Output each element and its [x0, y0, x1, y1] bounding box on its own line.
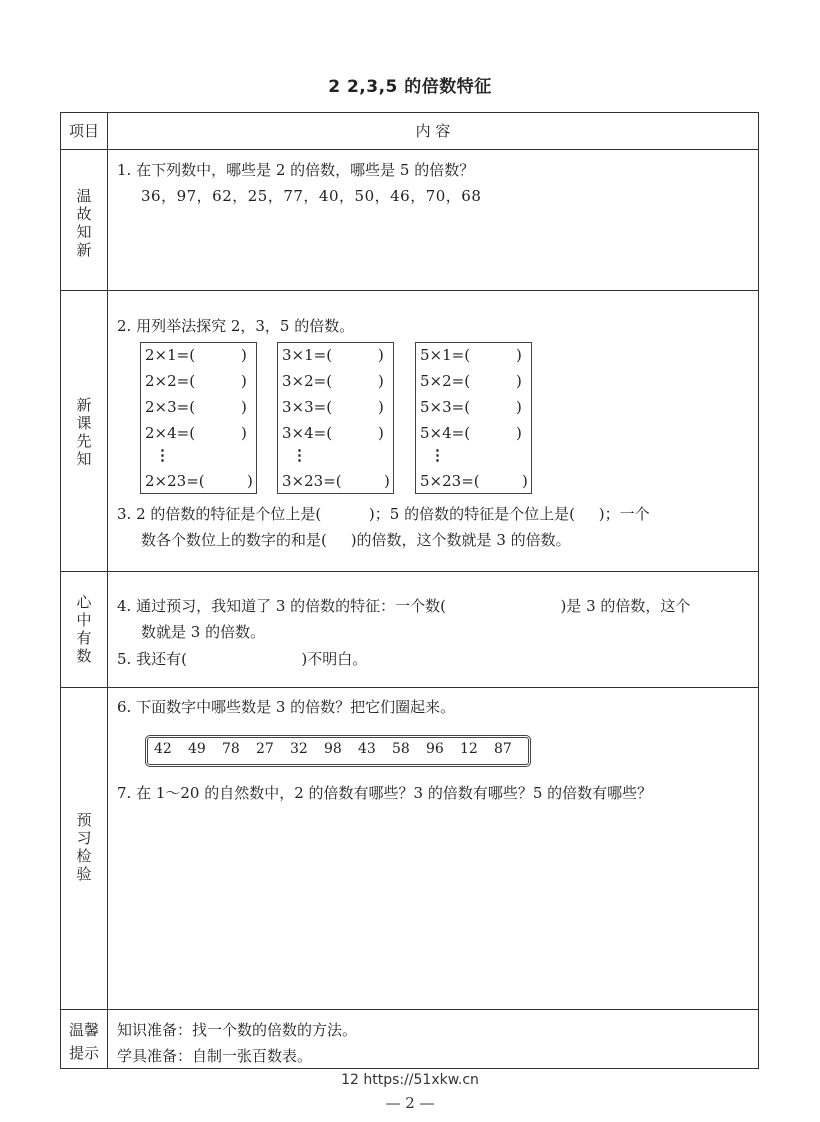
question-2: 2. 用列举法探究 2，3，5 的倍数。: [117, 317, 355, 335]
row-divider: [61, 290, 758, 291]
number-item[interactable]: 87: [494, 741, 512, 757]
vertical-ellipsis: ⋮: [430, 446, 445, 464]
multiple-row: 2×23=( ): [145, 472, 253, 490]
section-label-new: 新 课 先 知: [76, 396, 92, 468]
header-item-label: 项目: [68, 122, 99, 140]
multiple-row: 5×3=( ): [420, 398, 522, 416]
number-item[interactable]: 98: [324, 741, 342, 757]
number-item[interactable]: 32: [290, 741, 308, 757]
multiple-row: 3×4=( ): [282, 424, 384, 442]
number-item[interactable]: 42: [154, 741, 172, 757]
section-label-tips: 温馨 提示: [68, 1021, 99, 1062]
multiple-row: 3×3=( ): [282, 398, 384, 416]
number-band: [145, 735, 531, 767]
multiple-row: 5×2=( ): [420, 372, 522, 390]
section-label-mind: 心 中 有 数: [76, 593, 92, 665]
number-item[interactable]: 58: [392, 741, 410, 757]
vertical-ellipsis: ⋮: [292, 446, 307, 464]
number-item[interactable]: 43: [358, 741, 376, 757]
question-4-line-1: 4. 通过预习，我知道了 3 的倍数的特征：一个数( )是 3 的倍数，这个: [117, 597, 691, 615]
multiple-row: 5×4=( ): [420, 424, 522, 442]
multiple-row: 3×23=( ): [282, 472, 390, 490]
multiples-of-2-box: [140, 342, 257, 494]
column-divider: [107, 113, 108, 1068]
number-item[interactable]: 12: [460, 741, 478, 757]
vertical-ellipsis: ⋮: [155, 446, 170, 464]
multiple-row: 2×1=( ): [145, 346, 247, 364]
page-title: 2 2,3,5 的倍数特征: [328, 77, 492, 97]
question-3-line-1: 3. 2 的倍数的特征是个位上是( )；5 的倍数的特征是个位上是( )；一个: [117, 505, 650, 523]
footer-url: 12 https://51xkw.cn: [341, 1072, 479, 1088]
multiple-row: 3×1=( ): [282, 346, 384, 364]
row-divider: [61, 1009, 758, 1010]
row-divider: [61, 571, 758, 572]
multiple-row: 2×4=( ): [145, 424, 247, 442]
number-item[interactable]: 27: [256, 741, 274, 757]
row-divider: [61, 687, 758, 688]
question-6: 6. 下面数字中哪些数是 3 的倍数？把它们圈起来。: [117, 698, 456, 716]
page-number: — 2 —: [385, 1094, 435, 1112]
multiples-of-3-box: [277, 342, 394, 494]
tips-line-2: 学具准备：自制一张百数表。: [117, 1047, 313, 1065]
multiple-row: 2×2=( ): [145, 372, 247, 390]
question-1-numbers: 36，97，62，25，77，40，50，46，70，68: [141, 187, 482, 205]
number-item[interactable]: 78: [222, 741, 240, 757]
multiple-row: 5×1=( ): [420, 346, 522, 364]
question-1: 1. 在下列数中，哪些是 2 的倍数，哪些是 5 的倍数？: [117, 161, 475, 179]
section-label-review: 温 故 知 新: [76, 187, 92, 259]
multiple-row: 2×3=( ): [145, 398, 247, 416]
question-4-line-2: 数就是 3 的倍数。: [141, 623, 266, 641]
multiple-row: 3×2=( ): [282, 372, 384, 390]
number-item[interactable]: 96: [426, 741, 444, 757]
multiple-row: 5×23=( ): [420, 472, 528, 490]
worksheet-table: [60, 112, 759, 1069]
question-5: 5. 我还有( )不明白。: [117, 650, 368, 668]
question-7: 7. 在 1～20 的自然数中，2 的倍数有哪些？3 的倍数有哪些？5 的倍数有哪些？: [117, 784, 653, 802]
header-content-label: 内 容: [415, 122, 451, 140]
question-3-line-2: 数各个数位上的数字的和是( )的倍数，这个数就是 3 的倍数。: [141, 531, 571, 549]
row-divider: [61, 149, 758, 150]
tips-line-1: 知识准备：找一个数的倍数的方法。: [117, 1021, 358, 1039]
multiples-of-5-box: [415, 342, 532, 494]
section-label-check: 预 习 检 验: [76, 811, 92, 883]
number-item[interactable]: 49: [188, 741, 206, 757]
